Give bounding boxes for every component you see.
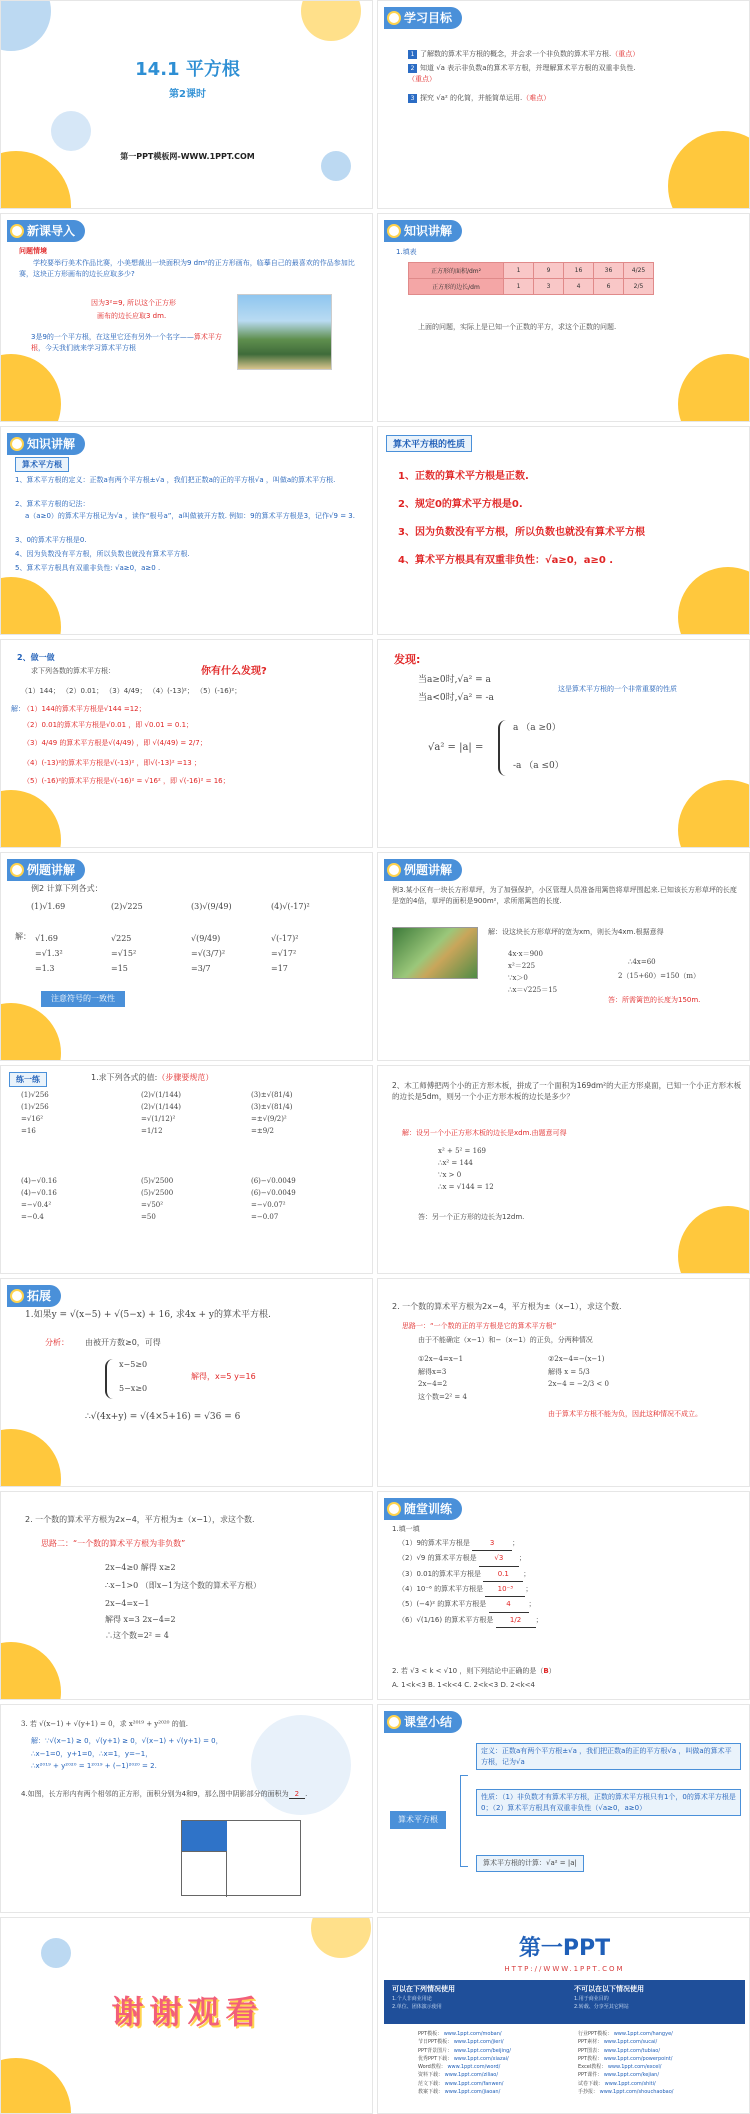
goal-item-3: 3 探究 √a² 的化简，并能简单运用.（难点） (408, 93, 728, 104)
link-list (418, 2030, 511, 2096)
slide-header: 知识讲解 (7, 433, 85, 455)
property-3: 3、因为负数没有平方根，所以负数也就没有算术平方根 (398, 527, 645, 538)
table-cell: 6 (594, 279, 624, 295)
area-side-table (408, 262, 654, 295)
problem-3: 3. 若 √(x−1) + √(y+1) = 0，求 x²⁰¹⁹ + y²⁰²⁰ 的值. (21, 1720, 188, 1728)
logo-url: HTTP://WWW.1PPT.COM (504, 1965, 625, 1973)
condition-1: x−5≥0 (119, 1360, 148, 1369)
fill-title: 1.填一填 (392, 1525, 420, 1533)
solution-result-2: 2（15+60）=150（m） (618, 972, 700, 980)
idea-line-1: 2x−4≥0 解得 x≥2 (105, 1563, 176, 1572)
tip-banner: 注意符号的一致性 (41, 991, 125, 1007)
brace (498, 720, 508, 776)
deco-circle (678, 780, 750, 848)
deco-circle (0, 2058, 71, 2114)
table-cell: 16 (564, 263, 594, 279)
slide-idea-two[interactable] (0, 1491, 373, 1700)
example-expr-3: (3)√(9/49) (191, 902, 232, 911)
question-items: （1）144； （2）0.01； （3）4/49； （4）(-13)²； （5）(-16)²； (21, 687, 242, 695)
slide-goals[interactable] (377, 0, 750, 209)
brace (105, 1359, 113, 1399)
solution-intro: 解：设这块长方形草坪的宽为xm，则长为4xm.根据意得 (488, 928, 664, 936)
list-item[interactable]: PPT课件： www.1ppt.com/kejian/ (578, 2072, 660, 2079)
list-item[interactable]: 范文下载： www.1ppt.com/fanwen/ (418, 2080, 504, 2087)
slide-definition[interactable] (0, 426, 373, 635)
deco-circle (0, 577, 61, 635)
slide-exercise[interactable] (0, 1065, 373, 1274)
case-note: 由于算术平方根不能为负，因此这种情况不成立。 (548, 1410, 702, 1418)
example-expr-4: (4)√(-17)² (271, 902, 310, 911)
logo-text: 第一PPT (518, 1936, 611, 1961)
choice-options: A. 1<k<3 B. 1<k<4 C. 2<k<3 D. 2<k<4 (392, 1681, 535, 1689)
slide-extension[interactable] (0, 1278, 373, 1487)
answer-4: （4）(-13)²的算术平方根是√(-13)² ，即√(-13)² =13 ； (23, 759, 201, 767)
condition-2: 5−x≥0 (119, 1384, 148, 1393)
slide-exercise-2[interactable] (377, 1065, 750, 1274)
header-icon (10, 437, 24, 451)
table-cell: 正方形的面积/dm² (409, 263, 504, 279)
solution-steps: x² + 5² = 169 ∴x² = 144 ∵x > 0 ∴x = √144 = 12 (438, 1147, 494, 1191)
idea-line-4: 解得 x=3 2x−4=2 (105, 1615, 176, 1624)
list-item[interactable]: Excel教程： www.1ppt.com/excel/ (578, 2064, 662, 2070)
usage-right-title: 不可以在以下情况使用 (574, 1985, 644, 1993)
problem-3-solution: 解：∵√(x−1) ≥ 0，√(y+1) ≥ 0，√(x−1) + √(y+1) = 0， ∴x−1=0，y+1=0，∴x=1，y=−1， ∴x²⁰¹⁹ + y²⁰²⁰ = 1²⁰¹⁹ + (−1)²⁰²⁰ = 2. (31, 1737, 223, 1771)
header-icon (387, 1502, 401, 1516)
table-row (409, 263, 654, 279)
header-icon (387, 11, 401, 25)
table-cell: 36 (594, 263, 624, 279)
list-item[interactable]: PPT背景图片： www.1ppt.com/beijing/ (418, 2047, 511, 2054)
lawn-photo-image (392, 927, 478, 979)
example-question: 例3.某小区有一块长方形草坪，为了加强保护，小区管理人员准备用篱笆将草坪围起来.已知该长方形草坪的长度是宽的4倍，草坪的面积是900m²，求所需篱笆的长度. (392, 886, 737, 905)
list-item[interactable]: PPT素材： www.1ppt.com/sucai/ (578, 2039, 658, 2046)
answer-text: 答：所需篱笆的长度为150m. (608, 996, 701, 1004)
idea-line-3: 2x−4=x−1 (105, 1599, 150, 1608)
list-item: （4）10⁻⁶ 的算术平方根是 10⁻³ ； (398, 1582, 543, 1597)
deco-circle (311, 1917, 371, 1958)
slide-header: 例题讲解 (384, 859, 462, 881)
slide-practice-find[interactable] (0, 639, 373, 848)
exercise-col-4: (4)−√0.16 (4)−√0.16 =−√0.4² =−0.4 (21, 1177, 57, 1221)
slide-thanks[interactable] (0, 1917, 373, 2114)
solve-result: 解得，x=5 y=16 (191, 1372, 256, 1381)
list-item[interactable]: 优秀PPT下载： www.1ppt.com/xiazai/ (418, 2055, 509, 2062)
table-cell: 9 (534, 263, 564, 279)
def-line-2: 2、算术平方根的记法： (15, 500, 90, 508)
table-cell: 2/5 (624, 279, 654, 295)
table-cell: 4/25 (624, 263, 654, 279)
final-result: ∴√(4x+y) = √(4×5+16) = √36 = 6 (85, 1412, 241, 1422)
brand-text: 第一PPT模板网-WWW.1PPT.COM (120, 152, 255, 161)
rule-note: 这是算术平方根的一个非常重要的性质 (558, 685, 677, 693)
slide-example-3[interactable] (377, 852, 750, 1061)
def-line-4: 4、因为负数没有平方根，所以负数也就没有算术平方根. (15, 550, 190, 558)
case-1: ①2x−4=x−1 解得x=3 2x−4=2 这个数=2² = 4 (418, 1355, 467, 1401)
usage-banner (384, 1980, 745, 2024)
summary-bracket (460, 1775, 468, 1867)
problem-text: 2. 一个数的算术平方根为2x−4，平方根为±（x−1），求这个数. (392, 1302, 622, 1311)
deco-circle (301, 0, 361, 41)
slide-idea-one[interactable] (377, 1278, 750, 1487)
deco-circle (0, 1003, 61, 1061)
piecewise-case-1: a （a ≥0） (513, 723, 561, 733)
deco-circle (668, 131, 750, 209)
deco-circle (41, 1938, 71, 1968)
extension-question: 1.如果y = √(x−5) + √(5−x) + 16, 求4x + y的算术平方根. (25, 1310, 271, 1320)
rectangle-figure (181, 1820, 301, 1896)
list-item[interactable]: 节日PPT模板： www.1ppt.com/jieri/ (418, 2039, 504, 2046)
def-line-5: 5、算术平方根具有双重非负性: √a≥0，a≥0 . (15, 564, 161, 572)
list-item[interactable]: 资料下载： www.1ppt.com/ziliao/ (418, 2072, 499, 2079)
list-item: （3）0.01的算术平方根是 0.1 ； (398, 1567, 543, 1582)
box-label: 算术平方根的性质 (386, 435, 472, 452)
deco-circle (51, 111, 91, 151)
usage-right-lines: 1.用于商业目的 2.转载、分享至其它网站 (574, 1996, 629, 2010)
intro-conclusion: 3是9的一个平方根，在这里它还有另外一个名字——算术平方根，今天我们就来学习算术平方根 (31, 333, 222, 352)
slide-properties[interactable] (377, 426, 750, 635)
slide-title[interactable] (0, 0, 373, 209)
solution-label: 解： (11, 705, 25, 713)
slide-header: 学习目标 (384, 7, 462, 29)
solution-col-2: √225 =√15² =15 (111, 934, 137, 974)
property-2: 2、规定0的算术平方根是0. (398, 499, 523, 510)
slide-problems[interactable] (0, 1704, 373, 1913)
slide-table[interactable] (377, 213, 750, 422)
solution-label: 解： (15, 932, 31, 941)
slide-summary[interactable] (377, 1704, 750, 1913)
idea-text: 思路一：“一个数的正的平方根是它的算术平方根” (402, 1322, 557, 1330)
summary-center: 算术平方根 (390, 1811, 446, 1829)
solution-steps: 4x·x＝900 x²＝225 ∵x＞0 ∴x＝√225＝15 (508, 950, 558, 994)
summary-definition: 定义：正数a有两个平方根±√a ，我们把正数a的正的平方根√a ，叫做a的算术平方根，记为√a (476, 1743, 741, 1770)
table-title: 1.填表 (396, 248, 417, 256)
list-item: （6）√(1/16) 的算术平方根是 1/2 ； (398, 1613, 543, 1628)
goal-item-2: 2 知道 √a 表示非负数a的算术平方根，并理解算术平方根的双重非负性. （重点） (408, 64, 636, 83)
piecewise-case-2: -a （a ≤0） (513, 761, 564, 771)
idea-line-2: ∴x−1>0 （即x−1为这个数的算术平方根） (105, 1581, 262, 1590)
table-cell: 4 (564, 279, 594, 295)
def-line-1: 1、算术平方根的定义：正数a有两个平方根±√a ，我们把正数a的正的平方根√a ，叫做a的算术平方根. (15, 476, 336, 484)
table-cell: 1 (504, 263, 534, 279)
list-item[interactable]: PPT图表： www.1ppt.com/tubiao/ (578, 2047, 661, 2054)
exercise-col-3: (3)±√(81/4) (3)±√(81/4) =±√(9/2)² =±9/2 (251, 1091, 293, 1135)
discovery-title: 发现: (394, 653, 421, 666)
slide-main-title: 14.1 平方根 (135, 59, 240, 80)
idea-sub: 由于不能确定（x−1）和−（x−1）的正负，分两种情况 (418, 1336, 593, 1344)
list-item[interactable]: 手抄报： www.1ppt.com/shouchaobao/ (578, 2088, 674, 2095)
slide-intro[interactable] (0, 213, 373, 422)
header-icon (10, 863, 24, 877)
intro-answer-1: 因为3²=9, 所以这个正方形 (91, 299, 177, 307)
box-label: 练一练 (9, 1072, 47, 1087)
question-text: 求下列各数的算术平方根： (31, 667, 115, 675)
exercise-col-1: (1)√256 (1)√256 =√16² =16 (21, 1091, 49, 1135)
problem-4: 4.如图，长方形内有两个相邻的正方形，面积分别为4和9，那么图中阴影部分的面积为 2 . (21, 1790, 308, 1798)
list-item: （5）(−4)² 的算术平方根是 4 ； (398, 1597, 543, 1612)
answer-3: （3）4/49 的算术平方根是√(4/49) ，即 √(4/49) = 2/7； (23, 739, 207, 747)
deco-circle (678, 1206, 750, 1274)
analysis-text: 由被开方数≥0，可得 (85, 1338, 161, 1347)
list-item: （1）9的算术平方根是 3 ； (398, 1536, 543, 1551)
deco-circle (678, 354, 750, 422)
intro-paragraph: 学校要举行美术作品比赛，小美想裁出一块面积为9 dm²的正方形画布，临摹自己的最喜欢的作品参加比赛，这块正方形画布的边长应取多少? (19, 259, 355, 278)
table-row (409, 279, 654, 295)
slide-header: 例题讲解 (7, 859, 85, 881)
section-sub: 2、做一做 (17, 653, 55, 662)
exercise-question: 1.求下列各式的值:（步骤要规范） (91, 1073, 214, 1082)
table-note: 上面的问题，实际上是已知一个正数的平方，求这个正数的问题. (418, 323, 617, 331)
deco-circle (0, 0, 51, 51)
def-line-3: 3、0的算术平方根是0. (15, 536, 87, 544)
deco-circle (0, 1642, 61, 1700)
deco-circle (678, 567, 750, 635)
list-item[interactable]: 教案下载： www.1ppt.com/jiaoan/ (418, 2088, 501, 2095)
square-small (182, 1821, 227, 1851)
exercise-col-5: (5)√2500 (5)√2500 =√50² =50 (141, 1177, 174, 1221)
list-item[interactable]: PPT模板： www.1ppt.com/moban/ (418, 2031, 502, 2037)
case-2: ②2x−4=−(x−1) 解得 x = 5/3 2x−4 = −2/3 < 0 (548, 1355, 609, 1389)
exercise-col-2: (2)√(1/144) (2)√(1/144) =√(1/12)² =1/12 (141, 1091, 182, 1135)
rule-2: 当a<0时,√a² = -a (418, 693, 494, 703)
deco-circle (251, 1715, 351, 1815)
problem-text: 2. 一个数的算术平方根为2x−4，平方根为±（x−1），求这个数. (25, 1515, 255, 1524)
exercise-col-6: (6)−√0.0049 (6)−√0.0049 =−√0.07² =−0.07 (251, 1177, 296, 1221)
header-icon (10, 224, 24, 238)
solution-col-3: √(9/49) =√(3/7)² =3/7 (191, 934, 226, 974)
summary-calc: 算术平方根的计算：√a² = |a| (476, 1855, 584, 1872)
answer-text: 答：另一个正方形的边长为12dm. (418, 1213, 525, 1221)
discovery-question: 你有什么发现? (201, 666, 267, 677)
usage-left-title: 可以在下列情况使用 (392, 1985, 455, 1993)
exercise-question: 2、木工师傅把两个小的正方形木板，拼成了一个面积为169dm²的大正方形桌面，已知一个小正方形木板的边长是5dm，则另一个小正方形木板的边长是多少？ (392, 1081, 742, 1102)
property-1: 1、正数的算术平方根是正数. (398, 471, 529, 482)
header-icon (387, 1715, 401, 1729)
list-item[interactable]: Word教程： www.1ppt.com/word/ (418, 2064, 501, 2070)
answer-2: （2）0.01的算术平方根是√0.01 ，即 √0.01 = 0.1； (23, 721, 194, 729)
def-line-2b: a（a≥0）的算术平方根记为√a ，读作“根号a”，a叫做被开方数. 例如：9的算术平方根是3，记作√9 = 3. (25, 512, 355, 520)
link-list (578, 2030, 673, 2096)
example-expr-1: (1)√1.69 (31, 902, 66, 911)
idea-text: 思路二：“一个数的算术平方根为非负数” (41, 1539, 186, 1548)
slide-header: 随堂训练 (384, 1498, 462, 1520)
deco-circle (0, 354, 61, 422)
solution-intro: 解：设另一个小正方形木板的边长是xdm.由题意可得 (402, 1129, 567, 1137)
choice-question: 2. 若 √3 < k < √10 ，则下列结论中正确的是（B） (392, 1667, 556, 1675)
slide-header: 拓展 (7, 1285, 61, 1307)
solution-col-4: √(-17)² =√17² =17 (271, 934, 299, 974)
slide-credits[interactable] (377, 1917, 750, 2114)
solution-result-1: ∴4x=60 (628, 958, 656, 966)
summary-property: 性质：（1）非负数才有算术平方根，正数的算术平方根只有1个，0的算术平方根是0；（2）算术平方根具有双重非负性（√a≥0，a≥0） (476, 1789, 741, 1816)
table-cell: 1 (504, 279, 534, 295)
list-item[interactable]: PPT教程： www.1ppt.com/powerpoint/ (578, 2055, 673, 2062)
solution-col-1: √1.69 =√1.3² =1.3 (35, 934, 63, 974)
rule-1: 当a≥0时,√a² = a (418, 675, 491, 685)
slide-header: 知识讲解 (384, 220, 462, 242)
slide-discovery[interactable] (377, 639, 750, 848)
usage-left-lines: 1.个人非商业用途 2.单位、团体演示使用 (392, 1996, 442, 2010)
header-icon (387, 224, 401, 238)
idea-line-5: ∴这个数=2² = 4 (105, 1631, 169, 1640)
table-cell: 正方形的边长/dm (409, 279, 504, 295)
answer-5: （5）(-16)²的算术平方根是√(-16)² = √16² ，即 √(-16)² = 16； (23, 777, 230, 785)
example-expr-2: (2)√225 (111, 902, 143, 911)
section-sub: 问题情境 (19, 247, 47, 255)
piecewise-lhs: √a² = |a| = (428, 742, 484, 753)
goal-item-1: 1 了解数的算术平方根的概念，并会求一个非负数的算术平方根.（重点） (408, 49, 728, 60)
landscape-painting-image (237, 294, 332, 370)
list-item[interactable]: 行业PPT模板： www.1ppt.com/hangye/ (578, 2031, 673, 2037)
deco-circle (0, 1429, 61, 1487)
square-large (182, 1851, 227, 1897)
analysis-label: 分析： (45, 1338, 69, 1347)
example-question: 例2 计算下列各式： (31, 884, 103, 893)
slide-subtitle: 第2课时 (169, 89, 206, 100)
answer-1: （1）144的算术平方根是√144 =12； (23, 705, 146, 713)
box-label: 算术平方根 (15, 457, 69, 472)
list-item[interactable]: 试卷下载： www.1ppt.com/shiti/ (578, 2080, 656, 2087)
slide-class-practice[interactable] (377, 1491, 750, 1700)
table-cell: 3 (534, 279, 564, 295)
thanks-text: 谢谢观看 (111, 1993, 264, 2031)
intro-answer-2: 画布的边长应取3 dm. (97, 312, 167, 320)
list-item: （2）√9 的算术平方根是 √3 ； (398, 1551, 543, 1566)
header-icon (387, 863, 401, 877)
slide-example-2[interactable] (0, 852, 373, 1061)
slide-header: 课堂小结 (384, 1711, 462, 1733)
header-icon (10, 1289, 24, 1303)
fill-list (398, 1536, 543, 1628)
property-4: 4、算术平方根具有双重非负性：√a≥0，a≥0 . (398, 555, 614, 566)
slide-header: 新课导入 (7, 220, 85, 242)
deco-circle (0, 790, 61, 848)
